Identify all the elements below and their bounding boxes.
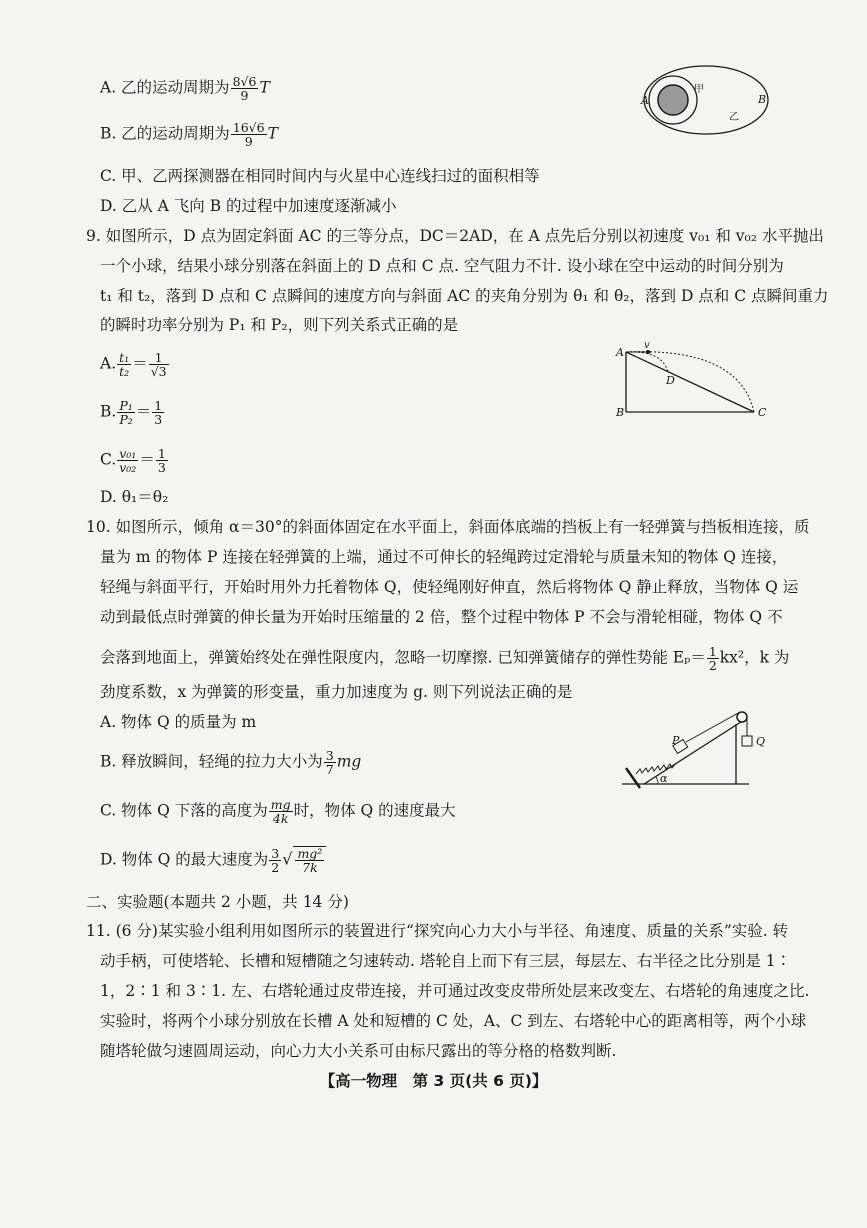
q9-stem-line-3: t₁ 和 t₂，落到 D 点和 C 点瞬间的速度方向与斜面 AC 的夹角分别为 θ₁ 和 θ₂，落到 D 点和 C 点瞬间重力 <box>100 287 829 305</box>
label-alpha: α <box>660 772 668 785</box>
orbit-figure <box>636 62 776 142</box>
label-q: Q <box>756 735 766 748</box>
label-b: B <box>616 406 625 419</box>
q10-option-a: A. 物体 Q 的质量为 m <box>100 713 257 731</box>
q9-option-a: A. $\frac{\text{t₁}}{\text{t₂}}$ ＝ $\frac{1}{√3}$ <box>100 350 167 379</box>
label-b: B <box>758 93 767 106</box>
q10-stem-line-5: 会落到地面上，弹簧始终处在弹性限度内，忽略一切摩擦. 已知弹簧储存的弹性势能 Eₚ＝ $\frac{1}{2}$ kx²，k 为 <box>100 644 790 673</box>
q10-stem-line-3: 轻绳与斜面平行，开始时用外力托着物体 Q，使轻绳刚好伸直，然后将物体 Q 静止释放，当物体 Q 运 <box>100 578 799 596</box>
q11-stem-line-5: 随塔轮做匀速圆周运动，向心力大小关系可由标尺露出的等分格的格数判断. <box>100 1042 617 1060</box>
label-p: P <box>672 734 680 747</box>
q8-option-a: A. 乙的运动周期为 $\frac{8√6}{9}$ T <box>100 74 270 103</box>
q10-stem-line-4: 动到最低点时弹簧的伸长量为开始时压缩量的 2 倍，整个过程中物体 P 不会与滑轮相碰，物体 Q 不 <box>100 608 783 626</box>
q9-stem-line-4: 的瞬时功率分别为 P₁ 和 P₂，则下列关系式正确的是 <box>100 316 459 334</box>
q10-option-c: C. 物体 Q 下落的高度为 $\frac{mg}{4k}$ 时，物体 Q 的速度最大 <box>100 797 456 826</box>
angle-arc <box>656 777 658 784</box>
incline-slope <box>626 352 754 412</box>
q9-stem-line-2: 一个小球，结果小球分别落在斜面上的 D 点和 C 点. 空气阻力不计. 设小球在空中运动的时间分别为 <box>100 257 784 275</box>
q10-option-d: D. 物体 Q 的最大速度为 $\frac{3}{2}$ √ $\frac{\text{mg²}}{7k}$ <box>100 846 326 874</box>
label-c: C <box>758 406 767 419</box>
label-d: D <box>666 374 675 387</box>
q11-stem-line-2: 动手柄，可使塔轮、长槽和短槽随之匀速转动. 塔轮自上而下有三层，每层左、右半径之比分别是 1∶ <box>100 952 792 970</box>
label-jia: 甲 <box>694 84 704 95</box>
label-a: A <box>641 94 649 107</box>
block-q <box>742 736 752 746</box>
q11-stem-line-1: 11. (6 分)某实验小组利用如图所示的装置进行“探究向心力大小与半径、角速度、质量的关系”实验. 转 <box>86 922 789 940</box>
label-a: A <box>616 346 624 359</box>
q9-stem-line-1: 9. 如图所示，D 点为固定斜面 AC 的三等分点，DC＝2AD，在 A 点先后分别以初速度 v₀₁ 和 v₀₂ 水平抛出 <box>86 227 824 245</box>
q9-option-b: B. $\frac{\text{P₁}}{\text{P₂}}$ ＝ $\frac{1}{3}$ <box>100 398 163 427</box>
label-yi: 乙 <box>729 112 739 123</box>
q11-stem-line-4: 实验时，将两个小球分别放在长槽 A 处和短槽的 C 处，A、C 到左、右塔轮中心的距离相等，两个小球 <box>100 1012 807 1030</box>
spring <box>636 763 676 774</box>
q8-option-d: D. 乙从 A 飞向 B 的过程中加速度逐渐减小 <box>100 197 397 215</box>
q8-option-b: B. 乙的运动周期为 $\frac{16√6}{9}$ T <box>100 120 278 149</box>
page-footer: 【高一物理 第 3 页(共 6 页)】 <box>319 1072 548 1090</box>
mars-planet <box>658 85 688 115</box>
q9-option-c: C. $\frac{\text{v₀₁}}{\text{v₀₂}}$ ＝ $\frac{1}{3}$ <box>100 446 166 475</box>
label-v: v <box>644 342 650 351</box>
spring-incline-figure <box>614 702 774 792</box>
q9-option-d: D. θ₁＝θ₂ <box>100 488 169 506</box>
q10-option-b: B. 释放瞬间，轻绳的拉力大小为 $\frac{3}{7}$ mg <box>100 748 362 777</box>
incline-figure <box>614 342 774 422</box>
q8-option-c: C. 甲、乙两探测器在相同时间内与火星中心连线扫过的面积相等 <box>100 167 540 185</box>
incline-slope <box>644 720 744 784</box>
q10-stem-line-1: 10. 如图所示，倾角 α＝30°的斜面体固定在水平面上，斜面体底端的挡板上有一轻弹簧与挡板相连接，质 <box>86 518 810 536</box>
section-2-heading: 二、实验题(本题共 2 小题，共 14 分) <box>86 893 349 911</box>
q11-stem-line-3: 1，2∶1 和 3∶1. 左、右塔轮通过皮带连接，并可通过改变皮带所处层来改变左、右塔轮的角速度之比. <box>100 982 810 1000</box>
q10-stem-line-2: 量为 m 的物体 P 连接在轻弹簧的上端，通过不可伸长的轻绳跨过定滑轮与质量未知的物体 Q 连接， <box>100 548 788 566</box>
q10-stem-line-6: 劲度系数，x 为弹簧的形变量，重力加速度为 g. 则下列说法正确的是 <box>100 683 573 701</box>
pulley <box>737 712 747 722</box>
